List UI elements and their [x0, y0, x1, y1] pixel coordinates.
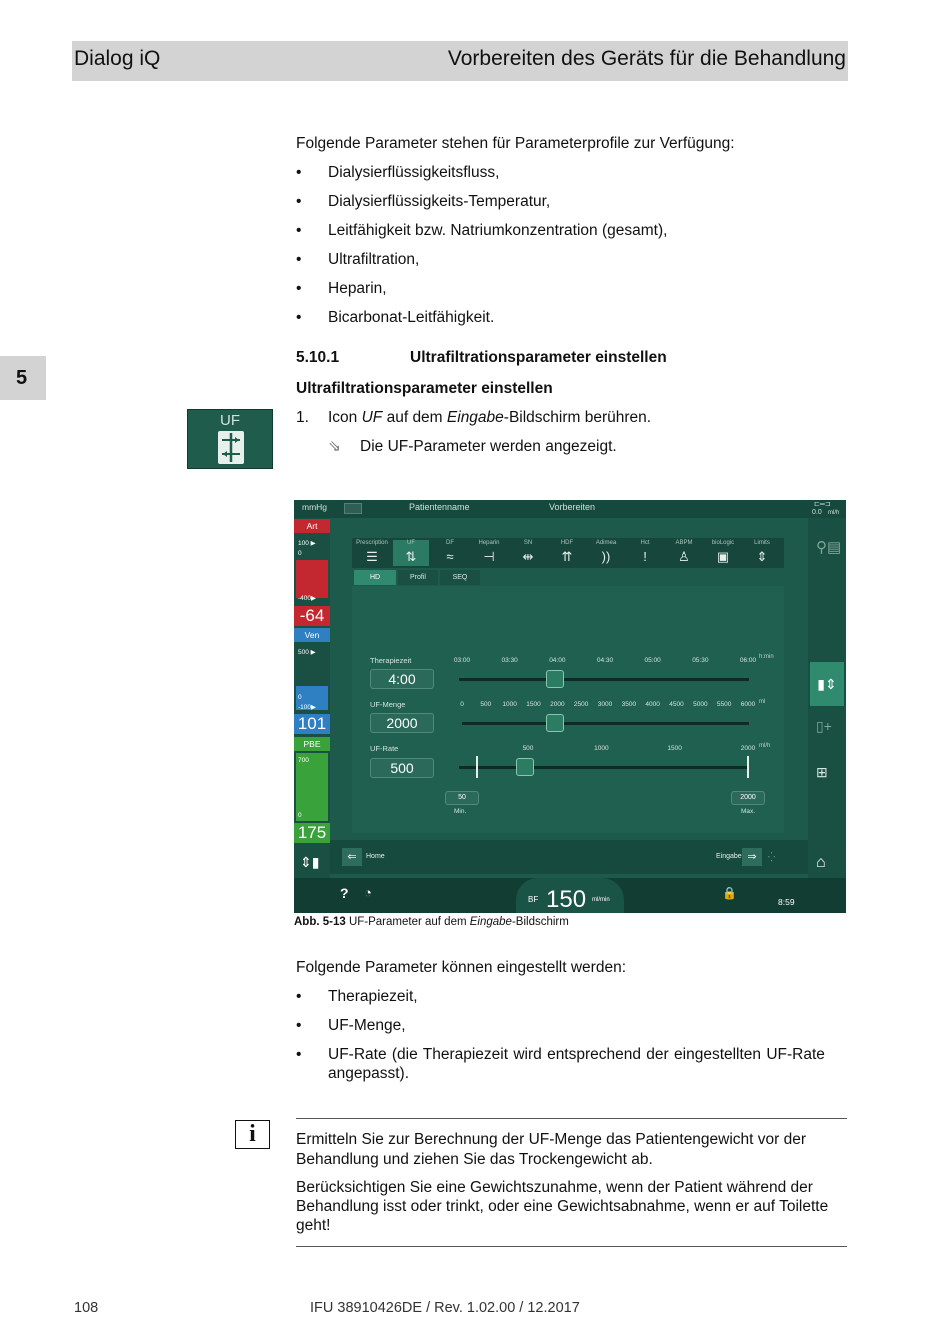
help-icon[interactable]: ?	[340, 885, 349, 901]
uf-rate-max-marker	[747, 756, 749, 778]
uf-volume-tick: 1000	[502, 701, 517, 708]
therapy-time-tick: 03:30	[501, 657, 518, 664]
uf-panel	[352, 586, 784, 833]
settings-tree-icon[interactable]: ⊞	[816, 764, 828, 780]
uf-volume-track	[462, 722, 749, 725]
art-lo: -400▶	[298, 595, 317, 602]
result-arrow-icon: ⇘	[328, 438, 341, 455]
uf-rate-max-label: Max.	[741, 808, 756, 815]
bf-unit: ml/min	[592, 897, 610, 903]
biologic-icon: ▣	[716, 549, 730, 564]
home-label[interactable]: Home	[366, 853, 385, 860]
uf-rate-unit: ml/h	[828, 510, 840, 516]
art-bar	[296, 560, 328, 598]
enter-forward-button[interactable]: ⇒	[742, 848, 762, 866]
therapy-time-label: Therapiezeit	[370, 656, 412, 665]
ven-hi: 500 ▶	[298, 649, 316, 656]
uf-rate-tick: 1500	[667, 745, 682, 752]
uf-volume-tick: 3000	[597, 701, 613, 708]
therapy-time-tick: 06:00	[739, 657, 757, 664]
bf-value: 150	[546, 886, 587, 913]
uf-volume-tick: 0	[460, 701, 464, 708]
therapy-time-tick: 03:00	[453, 657, 471, 664]
therapy-time-track	[459, 678, 749, 681]
therapy-time-slider[interactable]	[546, 670, 564, 688]
home-icon[interactable]: ⌂	[816, 854, 826, 871]
lock-icon[interactable]: 🔒	[722, 886, 737, 900]
uf-volume-tick: 2000	[550, 701, 565, 708]
settable-intro: Folgende Parameter können eingestellt werden:	[296, 959, 627, 976]
subtab-profil[interactable]: Profil	[398, 570, 438, 585]
uf-volume-tick: 4500	[669, 701, 684, 708]
step-result: Die UF-Parameter werden angezeigt.	[360, 438, 617, 455]
uf-tab-icon: ⇅	[405, 549, 417, 564]
pressure-column	[294, 518, 330, 878]
tab-sn[interactable]: SN ⇹	[510, 540, 546, 566]
phase-label: Vorbereiten	[549, 502, 596, 512]
pbe-value: 175	[294, 823, 330, 843]
uf-volume-label: UF-Menge	[370, 700, 406, 709]
uf-rate-label: UF-Rate	[370, 744, 399, 753]
uf-rate-tick: 2000	[740, 745, 756, 752]
therapy-time-tick: 04:00	[549, 657, 566, 664]
tab-uf[interactable]: UF ⇅	[393, 540, 429, 566]
note-line: Ermitteln Sie zur Berechnung der UF-Menge das Patientengewicht vor der	[296, 1131, 807, 1148]
df-icon: ≈	[446, 549, 454, 564]
uf-volume-tick: 1500	[526, 701, 541, 708]
therapy-time-tick: 05:00	[644, 657, 661, 664]
uf-rate-value[interactable]: 500	[370, 758, 434, 778]
uf-volume-unit: ml	[759, 699, 766, 705]
uf-rate-min-value[interactable]: 50	[445, 791, 479, 805]
uf-volume-tick: 5000	[693, 701, 708, 708]
uf-rate-min-marker	[476, 756, 478, 778]
uf-rate-min-label: Min.	[454, 808, 467, 815]
tab-adimea[interactable]: Adimea ))	[588, 540, 624, 566]
info-icon: i	[235, 1120, 270, 1149]
bf-label: BF	[528, 895, 539, 904]
uf-volume-tick: 6000	[740, 701, 756, 708]
therapy-time-value[interactable]: 4:00	[370, 669, 434, 689]
uf-rate-max-value[interactable]: 2000	[731, 791, 765, 805]
uf-rate-tick: 1000	[594, 745, 609, 752]
uf-volume-tick: 2500	[573, 701, 589, 708]
chapter-title: Vorbereiten des Geräts für die Behandlung	[447, 47, 846, 70]
intro-text: Folgende Parameter stehen für Parameterprofile zur Verfügung:	[296, 135, 735, 152]
status-bar	[294, 878, 846, 913]
clock-time: 8:59	[778, 897, 795, 907]
sn-icon: ⇹	[522, 549, 534, 564]
ven-lo: -100▶	[298, 704, 317, 711]
home-back-button[interactable]: ⇐	[342, 848, 362, 866]
art-value: -64	[294, 606, 330, 626]
note-line: Behandlung isst oder trinkt, oder eine Gewichtsabnahme, wenn er auf Toilette	[296, 1198, 829, 1215]
uf-rate-value: 0.0	[812, 509, 822, 516]
patient-connect-icon[interactable]: ⚲▤	[816, 539, 842, 556]
uf-volume-slider[interactable]	[546, 714, 564, 732]
ven-zero: 0	[298, 694, 302, 701]
step-number: 1.	[296, 409, 309, 426]
uf-volume-tick: 5500	[716, 701, 732, 708]
page-header	[72, 41, 848, 81]
note-line: geht!	[296, 1217, 331, 1234]
mute-icon[interactable]	[344, 503, 362, 514]
abpm-icon: ♙	[678, 549, 690, 564]
prescription-icon: ☰	[366, 549, 378, 564]
uf-icon-label: UF	[220, 412, 240, 429]
tab-heparin[interactable]: Heparin ⊣	[471, 540, 507, 566]
bottom-nav	[330, 840, 808, 874]
device-screen	[294, 500, 846, 913]
uf-volume-value[interactable]: 2000	[370, 713, 434, 733]
uf-icon	[187, 409, 273, 469]
therapy-time-tick: 05:30	[692, 657, 709, 664]
tab-biologic[interactable]: bioLogic ▣	[705, 540, 741, 566]
therapy-time-tick: 04:30	[596, 657, 614, 664]
uf-side-icon[interactable]: ▮⇕	[810, 662, 844, 706]
tab-df[interactable]: DF ≈	[432, 540, 468, 566]
enter-label[interactable]: Eingabe	[716, 853, 742, 860]
pbe-zero: 0	[298, 812, 302, 819]
figure-caption: Abb. 5-13 UF-Parameter auf dem Eingabe-Bildschirm	[294, 916, 569, 928]
ven-label: Ven	[294, 628, 330, 642]
uf-filter-icon	[188, 410, 274, 470]
uf-volume-tick: 500	[480, 701, 492, 708]
divider	[296, 1118, 847, 1119]
clock-icon[interactable]: ◔	[364, 885, 372, 900]
note-line: Berücksichtigen Sie eine Gewichtszunahme, wenn der Patient während der	[296, 1179, 813, 1196]
note-line: Behandlung und ziehen Sie das Trockengewicht ab.	[296, 1151, 653, 1168]
section-title: Ultrafiltrationsparameter einstellen	[410, 349, 667, 366]
tab-abpm[interactable]: ABPM ♙	[666, 540, 702, 566]
limits-icon: ⇕	[756, 549, 768, 564]
subtab-seq[interactable]: SEQ	[440, 570, 480, 585]
divider	[296, 1246, 847, 1247]
tab-hdf[interactable]: HDF ⇈	[549, 540, 585, 566]
uf-rate-unit-label: ml/h	[759, 743, 771, 749]
art-hi: 100 ▶	[298, 540, 316, 547]
subheading: Ultrafiltrationsparameter einstellen	[296, 380, 553, 397]
ven-value: 101	[294, 714, 330, 734]
parameter-tabs	[352, 538, 784, 568]
document-id: IFU 38910426DE / Rev. 1.02.00 / 12.2017	[310, 1300, 580, 1316]
uf-rate-slider[interactable]	[516, 758, 534, 776]
step-text: Icon UF auf dem Eingabe-Bildschirm berühren.	[328, 409, 652, 426]
pbe-hi: 700	[298, 757, 309, 764]
subtab-hd[interactable]: HD	[354, 570, 396, 585]
tab-hct[interactable]: Hct !	[627, 540, 663, 566]
pbe-label: PBE	[294, 737, 330, 751]
hdf-icon: ⇈	[561, 549, 573, 564]
therapy-time-unit: h:min	[759, 654, 774, 660]
tab-limits[interactable]: Limits ⇕	[744, 540, 780, 566]
art-zero: 0	[298, 550, 302, 557]
list-item-continuation: angepasst).	[328, 1065, 409, 1082]
bicarb-icon[interactable]: ▯+	[816, 718, 832, 734]
screen-top-bar	[294, 500, 846, 518]
syringe-icon: ⊏═⊐	[814, 501, 831, 508]
uf-volume-tick: 4000	[645, 701, 660, 708]
pressure-unit: mmHg	[302, 502, 328, 512]
grid-icon: ⁛	[768, 852, 776, 862]
uf-volume-tick: 3500	[621, 701, 637, 708]
adjust-limits-icon[interactable]: ⇕▮	[300, 854, 320, 870]
hct-icon: !	[643, 549, 647, 564]
section-number: 5.10.1	[296, 349, 340, 366]
page-number: 108	[74, 1300, 99, 1316]
heparin-icon: ⊣	[483, 549, 495, 564]
adimea-icon: ))	[601, 549, 611, 564]
manual-title: Dialog iQ	[74, 47, 161, 70]
right-toolbar	[808, 518, 846, 878]
tab-prescription[interactable]: Prescription ☰	[354, 540, 390, 566]
chapter-tab: 5	[0, 356, 46, 400]
uf-rate-tick: 500	[522, 745, 534, 752]
uf-rate-track	[459, 766, 749, 769]
patient-name[interactable]: Patientenname	[409, 502, 470, 512]
art-label: Art	[294, 519, 330, 533]
